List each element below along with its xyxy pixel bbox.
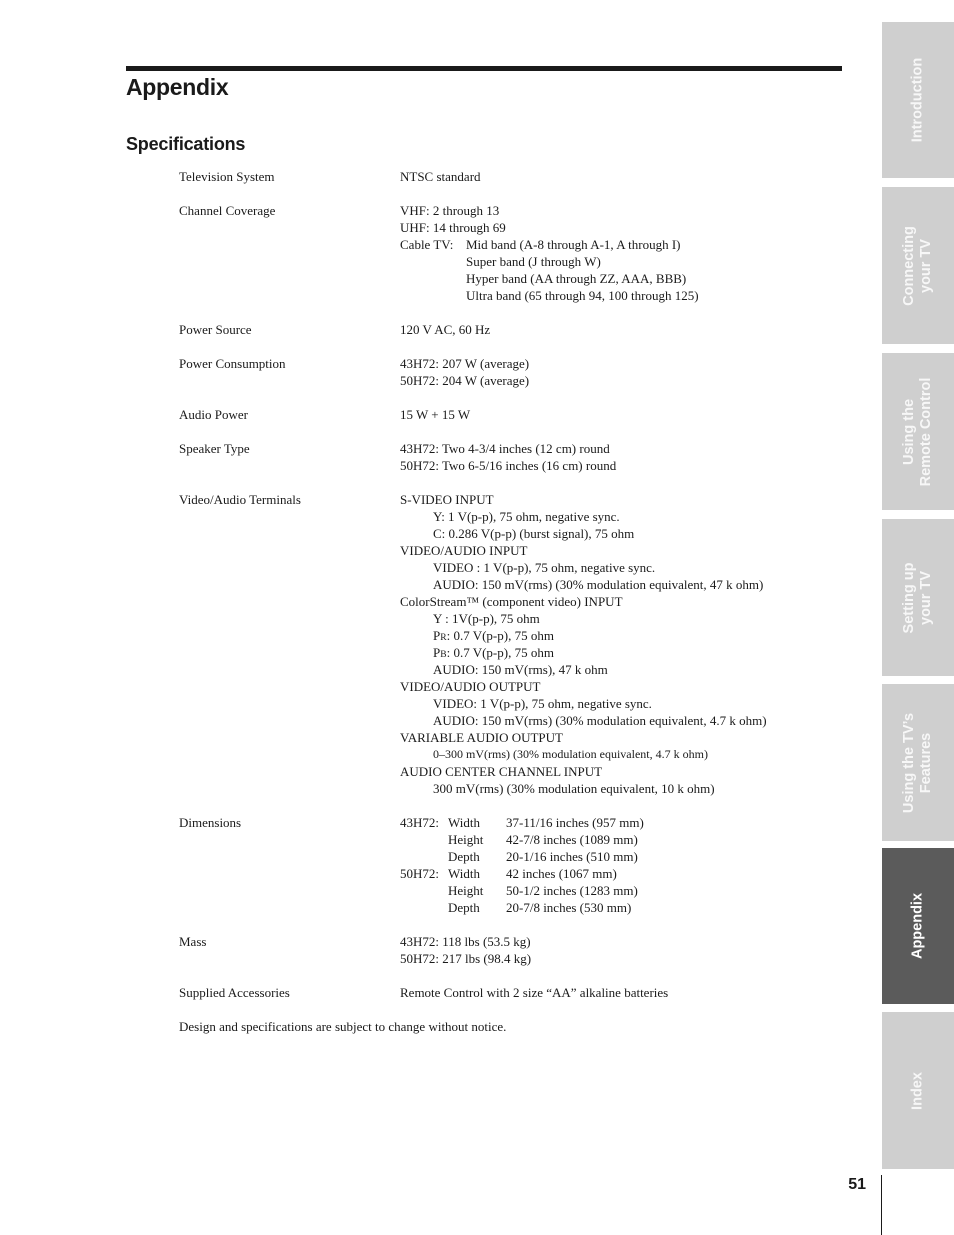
terminal-detail: VIDEO: 1 V(p-p), 75 ohm, negative sync. — [433, 696, 652, 711]
pb-value: : 0.7 V(p-p), 75 ohm — [446, 645, 554, 660]
pb-subscript: B — [440, 650, 447, 660]
spec-value: VHF: 2 through 13 — [400, 203, 500, 218]
dimension-row — [400, 865, 839, 882]
terminal-group: S-VIDEO INPUT — [400, 492, 494, 507]
tab-features[interactable] — [882, 684, 954, 841]
spec-row-accessories — [179, 984, 839, 1001]
spec-label: Speaker Type — [179, 441, 250, 456]
tab-connecting[interactable] — [882, 187, 954, 344]
dimension-row — [400, 831, 839, 848]
terminal-detail: AUDIO: 150 mV(rms) (30% modulation equivalent, 4.7 k ohm) — [433, 713, 767, 728]
cable-band: Hyper band (AA through ZZ, AAA, BBB) — [466, 271, 687, 286]
cable-band: Mid band (A-8 through A-1, A through I) — [466, 237, 681, 252]
terminal-detail: VIDEO : 1 V(p-p), 75 ohm, negative sync. — [433, 560, 656, 575]
pr-subscript: R — [440, 633, 447, 643]
tab-label-line: Setting up — [901, 562, 917, 633]
dimension-key: Width — [448, 866, 480, 881]
tab-label-line: Features — [918, 732, 934, 793]
dimension-value: 20-1/16 inches (510 mm) — [506, 849, 638, 864]
dimension-row — [400, 899, 839, 916]
pb-letter: P — [433, 645, 441, 660]
tab-label — [910, 58, 927, 143]
spec-label: Audio Power — [179, 407, 248, 422]
tab-label-line: Using the — [901, 398, 917, 465]
cable-tv-label: Cable TV: — [400, 237, 454, 252]
spec-value: Remote Control with 2 size “AA” alkaline batteries — [400, 985, 669, 1000]
spec-value: 50H72: 204 W (average) — [400, 373, 530, 388]
terminal-detail-pb — [400, 644, 839, 661]
tab-introduction[interactable] — [882, 22, 954, 178]
terminal-detail: 0–300 mV(rms) (30% modulation equivalent, 4.7 k ohm) — [433, 747, 708, 761]
spec-value: 15 W + 15 W — [400, 407, 471, 422]
dimension-value: 42 inches (1067 mm) — [506, 866, 617, 881]
tab-label-line: your TV — [918, 570, 934, 625]
tab-index[interactable] — [882, 1012, 954, 1169]
spec-row-audio-power — [179, 406, 839, 423]
terminal-group: VIDEO/AUDIO INPUT — [400, 543, 528, 558]
page-number: 51 — [848, 1176, 866, 1193]
dimension-model: 43H72: — [400, 815, 439, 830]
dimension-value: 20-7/8 inches (530 mm) — [506, 900, 632, 915]
tab-label — [910, 893, 927, 959]
spec-value: 120 V AC, 60 Hz — [400, 322, 491, 337]
spec-value: 43H72: 118 lbs (53.5 kg) — [400, 934, 531, 949]
tab-label — [901, 562, 935, 633]
terminal-detail: C: 0.286 V(p-p) (burst signal), 75 ohm — [433, 526, 635, 541]
spec-row-dimensions — [179, 814, 839, 916]
spec-value: UHF: 14 through 69 — [400, 220, 506, 235]
disclaimer-note: Design and specifications are subject to change without notice. — [179, 1019, 507, 1034]
dimension-row — [400, 814, 839, 831]
tab-label-line: Remote Control — [918, 377, 934, 486]
dimension-model: 50H72: — [400, 866, 439, 881]
spec-row-power-source — [179, 321, 839, 338]
tab-label — [901, 226, 935, 306]
terminal-detail: AUDIO: 150 mV(rms) (30% modulation equivalent, 47 k ohm) — [433, 577, 764, 592]
spec-label: Dimensions — [179, 815, 242, 830]
spec-label: Channel Coverage — [179, 203, 276, 218]
tab-label-line: Appendix — [909, 892, 926, 960]
dimension-key: Depth — [448, 900, 480, 915]
dimension-key: Width — [448, 815, 480, 830]
spec-row-terminals — [179, 491, 839, 797]
spec-row-power-consumption — [179, 355, 839, 389]
dimension-value: 50-1/2 inches (1283 mm) — [506, 883, 638, 898]
terminal-detail: 300 mV(rms) (30% modulation equivalent, 10 k ohm) — [433, 781, 715, 796]
spec-label: Mass — [179, 934, 207, 949]
terminal-group: ColorStream™ (component video) INPUT — [400, 594, 623, 609]
dimension-key: Depth — [448, 849, 480, 864]
dimension-row — [400, 882, 839, 899]
spec-value: 50H72: 217 lbs (98.4 kg) — [400, 951, 532, 966]
tab-label — [910, 1072, 927, 1110]
page-number-divider — [881, 1175, 882, 1235]
cable-tv-bands — [400, 236, 839, 304]
tab-setting-up[interactable] — [882, 519, 954, 676]
tab-label-line: Introduction — [909, 57, 926, 143]
spec-value: 43H72: Two 4-3/4 inches (12 cm) round — [400, 441, 610, 456]
spec-row-channel-coverage — [179, 202, 839, 304]
pr-value: : 0.7 V(p-p), 75 ohm — [446, 628, 554, 643]
spec-value: 43H72: 207 W (average) — [400, 356, 530, 371]
spec-row-mass — [179, 933, 839, 967]
spec-row-tv-system — [179, 168, 839, 185]
spec-value: 50H72: Two 6-5/16 inches (16 cm) round — [400, 458, 617, 473]
dimension-row — [400, 848, 839, 865]
terminal-detail: Y: 1 V(p-p), 75 ohm, negative sync. — [433, 509, 620, 524]
spec-value: NTSC standard — [400, 169, 481, 184]
spec-label: Power Consumption — [179, 356, 286, 371]
terminal-group: VIDEO/AUDIO OUTPUT — [400, 679, 541, 694]
dimension-key: Height — [448, 832, 484, 847]
dimension-value: 37-11/16 inches (957 mm) — [506, 815, 644, 830]
spec-label: Supplied Accessories — [179, 985, 290, 1000]
spec-label: Television System — [179, 169, 275, 184]
page-title: Appendix — [126, 74, 229, 100]
cable-band: Super band (J through W) — [466, 254, 601, 269]
tab-label-line: Connecting — [901, 225, 917, 306]
dimension-key: Height — [448, 883, 484, 898]
terminal-detail-pr — [400, 627, 839, 644]
tab-appendix[interactable] — [882, 848, 954, 1004]
tab-label — [901, 712, 935, 812]
section-title: Specifications — [126, 134, 246, 154]
pr-letter: P — [433, 628, 441, 643]
dimension-value: 42-7/8 inches (1089 mm) — [506, 832, 638, 847]
tab-remote-control[interactable] — [882, 353, 954, 510]
tab-label-line: Using the TV’s — [901, 712, 917, 813]
spec-label: Video/Audio Terminals — [179, 492, 301, 507]
tab-label — [901, 377, 935, 486]
terminal-detail: Y : 1V(p-p), 75 ohm — [433, 611, 540, 626]
spec-row-speaker-type — [179, 440, 839, 474]
terminal-group: VARIABLE AUDIO OUTPUT — [400, 730, 563, 745]
terminal-detail: AUDIO: 150 mV(rms), 47 k ohm — [433, 662, 608, 677]
specifications-list — [179, 168, 839, 1035]
tab-label-line: Index — [909, 1071, 926, 1110]
tab-label-line: your TV — [918, 238, 934, 293]
spec-label: Power Source — [179, 322, 252, 337]
terminal-group: AUDIO CENTER CHANNEL INPUT — [400, 764, 603, 779]
cable-band: Ultra band (65 through 94, 100 through 125) — [466, 288, 699, 303]
header-rule — [126, 66, 842, 71]
